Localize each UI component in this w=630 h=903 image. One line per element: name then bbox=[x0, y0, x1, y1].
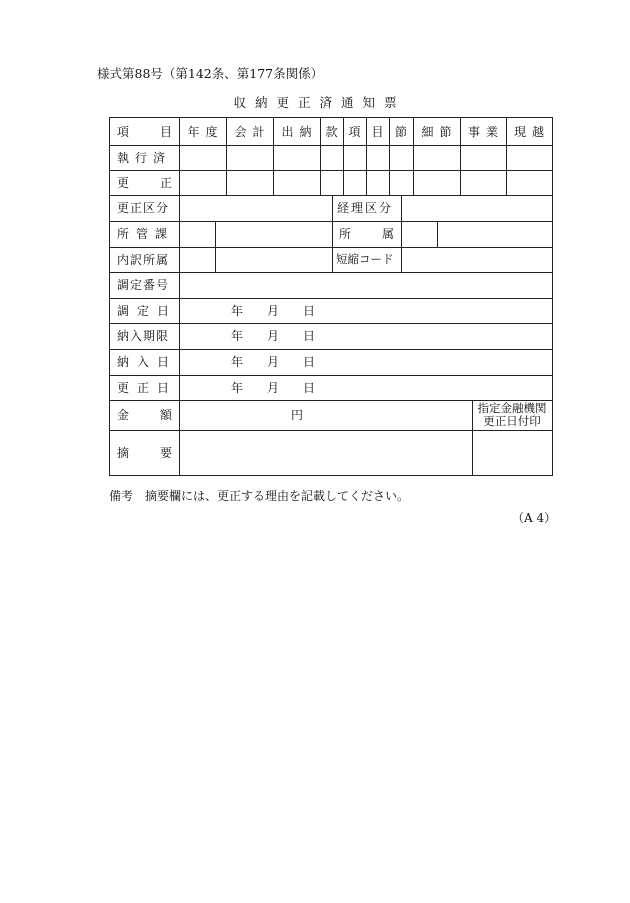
form-title: 収納更正済通知票 bbox=[233, 95, 406, 110]
tekiyo-field[interactable] bbox=[179, 430, 472, 475]
header-kou: 項 bbox=[348, 124, 361, 139]
header-saisetsu: 細節 bbox=[421, 124, 458, 139]
header-nendo: 年度 bbox=[187, 124, 224, 139]
header-item-char-1: 項 bbox=[117, 124, 130, 139]
label-kousei-char-2: 正 bbox=[159, 175, 172, 190]
header-item bbox=[110, 118, 179, 145]
chotei-day-unit: 日 bbox=[302, 303, 315, 318]
nonyu-month-unit: 月 bbox=[266, 355, 279, 369]
header-kan: 款 bbox=[325, 124, 338, 139]
bank-stamp-label bbox=[472, 400, 552, 430]
label-shozoku-char-2: 属 bbox=[381, 227, 394, 241]
shikko-nendo-field[interactable] bbox=[179, 145, 226, 170]
paper-size: （A 4） bbox=[512, 511, 557, 525]
label-shozoku bbox=[332, 221, 401, 247]
label-shokan-ka: 所管課 bbox=[117, 227, 175, 241]
label-uchiwake-shozoku: 内訳所属 bbox=[117, 252, 170, 267]
header-item-char-2: 目 bbox=[159, 124, 172, 139]
bank-stamp-area[interactable] bbox=[472, 430, 552, 475]
label-chotei-bi: 調定日 bbox=[117, 303, 178, 318]
label-nonyu-kigen: 納入期限 bbox=[117, 329, 170, 343]
label-nonyu-bi: 納入日 bbox=[117, 355, 178, 369]
label-tanshuku-code: 短縮コード bbox=[336, 251, 394, 266]
kousei-month-unit: 月 bbox=[266, 380, 279, 395]
label-keiri-kubun: 経理区分 bbox=[337, 201, 394, 215]
label-kousei bbox=[110, 170, 179, 195]
kousei-year-unit: 年 bbox=[230, 380, 243, 395]
label-kingaku-char-1: 金 bbox=[117, 408, 130, 422]
label-shikkozumi: 執行済 bbox=[117, 150, 172, 165]
kousei-day-unit: 日 bbox=[302, 380, 315, 395]
label-kousei-bi: 更正日 bbox=[117, 380, 178, 395]
kousei-kubun-field[interactable] bbox=[179, 195, 332, 221]
chotei-bango-field[interactable] bbox=[179, 272, 552, 298]
kousei-nendo-field[interactable] bbox=[179, 170, 226, 195]
header-moku: 目 bbox=[371, 124, 384, 139]
bank-stamp-line2: 更正日付印 bbox=[483, 414, 541, 428]
header-shutsuno: 出納 bbox=[281, 124, 318, 139]
label-tekiyo bbox=[110, 430, 179, 475]
form-number: 様式第88号（第142条、第177条関係） bbox=[97, 66, 324, 81]
label-kousei-kubun-text: 更正区分 bbox=[117, 201, 170, 215]
label-shozoku-char-1: 所 bbox=[339, 227, 352, 241]
label-tekiyo-char-1: 摘 bbox=[117, 445, 130, 460]
chotei-month-unit: 月 bbox=[266, 303, 279, 318]
yen-unit: 円 bbox=[290, 408, 303, 422]
kigen-year-unit: 年 bbox=[230, 329, 243, 343]
chotei-year-unit: 年 bbox=[230, 303, 243, 318]
keiri-kubun-field[interactable] bbox=[401, 195, 552, 221]
note: 備考 摘要欄には、更正する理由を記載してください。 bbox=[109, 489, 410, 503]
label-chotei-bango: 調定番号 bbox=[117, 278, 170, 292]
bank-stamp-line1: 指定金融機関 bbox=[477, 400, 547, 415]
kigen-month-unit: 月 bbox=[266, 329, 279, 343]
form-table bbox=[109, 117, 553, 476]
label-kousei-kubun bbox=[110, 195, 179, 221]
nonyu-day-unit: 日 bbox=[302, 355, 315, 369]
label-kingaku bbox=[110, 400, 179, 430]
kigen-day-unit: 日 bbox=[302, 329, 315, 343]
header-kaikei: 会計 bbox=[234, 124, 271, 139]
header-setsu: 節 bbox=[394, 124, 407, 139]
label-kousei-char-1: 更 bbox=[117, 175, 130, 190]
label-tekiyo-char-2: 要 bbox=[159, 445, 172, 460]
label-kingaku-char-2: 額 bbox=[159, 408, 172, 422]
header-jigyo: 事業 bbox=[467, 124, 504, 139]
nonyu-year-unit: 年 bbox=[230, 355, 243, 369]
header-genetsu: 現越 bbox=[513, 124, 550, 139]
